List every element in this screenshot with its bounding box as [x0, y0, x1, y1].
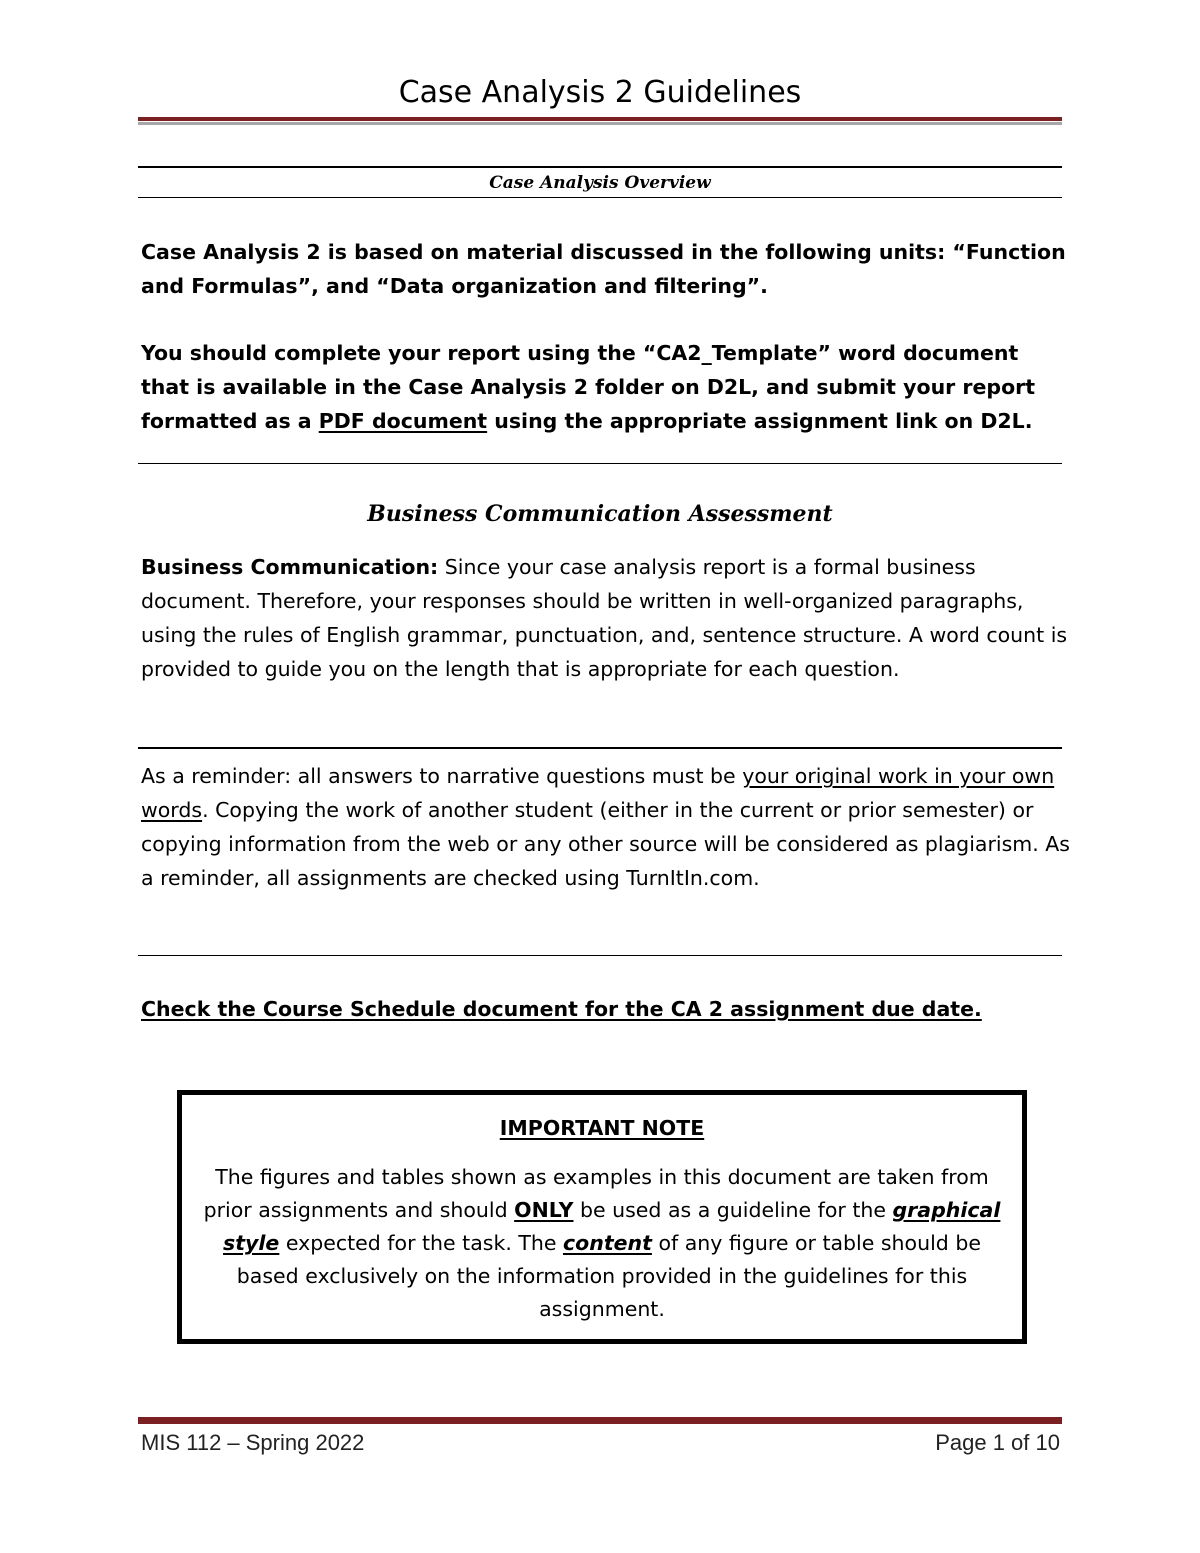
original-work-text: your original work in your own words	[141, 764, 1055, 822]
header-rule-gray	[138, 122, 1062, 125]
reminder-before: As a reminder: all answers to narrative questions must be	[141, 764, 743, 788]
header-rule-maroon	[138, 117, 1062, 121]
note-text-2: be used as a guideline for the	[573, 1198, 893, 1222]
overview-paragraph-1: Case Analysis 2 is based on material discussed in the following units: “Function and Formulas”, and “Data organization and filtering”.	[141, 240, 1066, 298]
note-text-3: expected for the task. The	[279, 1231, 563, 1255]
page-title: Case Analysis 2 Guidelines	[398, 75, 802, 110]
overview-bottom-rule	[138, 197, 1062, 198]
p2-text-before: You should complete your report using the “CA2_Template” word document that is available in the Case Analysis 2 folder on D2L, and submit your report formatted as a	[141, 341, 1036, 433]
note-only-text: ONLY	[514, 1198, 574, 1222]
footer-page-number: Page 1 of 10	[935, 1430, 1060, 1455]
assessment-label: Business Communication:	[141, 555, 439, 579]
important-note-box	[177, 1090, 1027, 1344]
important-note-body	[202, 1161, 1002, 1326]
assessment-text: Since your case analysis report is a formal business document. Therefore, your responses should be written in well-organized paragraphs, using the rules of English grammar, punctuation, and, sentence structure. A word count is provided to guide you on the length that is appropriate for each question.	[141, 555, 1068, 681]
reminder-bottom-rule	[138, 955, 1062, 956]
pdf-document-text: PDF document	[318, 409, 488, 433]
assessment-paragraph	[141, 550, 1071, 686]
assessment-heading: Business Communication Assessment	[367, 501, 833, 527]
note-text-4: of any figure or table should be based exclusively on the information provided in the guidelines for this assignment.	[236, 1231, 981, 1321]
footer-course: MIS 112 – Spring 2022	[141, 1430, 365, 1455]
note-text-1: The figures and tables shown as examples in this document are taken from prior assignments and should	[203, 1165, 989, 1222]
overview-top-rule	[138, 166, 1062, 168]
important-note-title: IMPORTANT NOTE	[499, 1116, 705, 1140]
reminder-paragraph	[141, 759, 1071, 895]
section-divider	[138, 463, 1062, 464]
note-content-text: content	[563, 1231, 652, 1255]
p2-text-after: using the appropriate assignment link on D2L.	[487, 409, 1033, 433]
note-style-text: graphical style	[223, 1198, 1001, 1255]
footer-rule-maroon	[138, 1417, 1062, 1424]
overview-heading: Case Analysis Overview	[489, 173, 711, 193]
reminder-after: . Copying the work of another student (either in the current or prior semester) or copying information from the web or any other source will be considered as plagiarism. As a reminder, all assignments are checked using TurnItIn.com.	[141, 798, 1070, 890]
reminder-top-rule	[138, 747, 1062, 749]
overview-paragraph-2	[141, 336, 1071, 438]
due-date-notice: Check the Course Schedule document for the CA 2 assignment due date.	[141, 997, 982, 1021]
